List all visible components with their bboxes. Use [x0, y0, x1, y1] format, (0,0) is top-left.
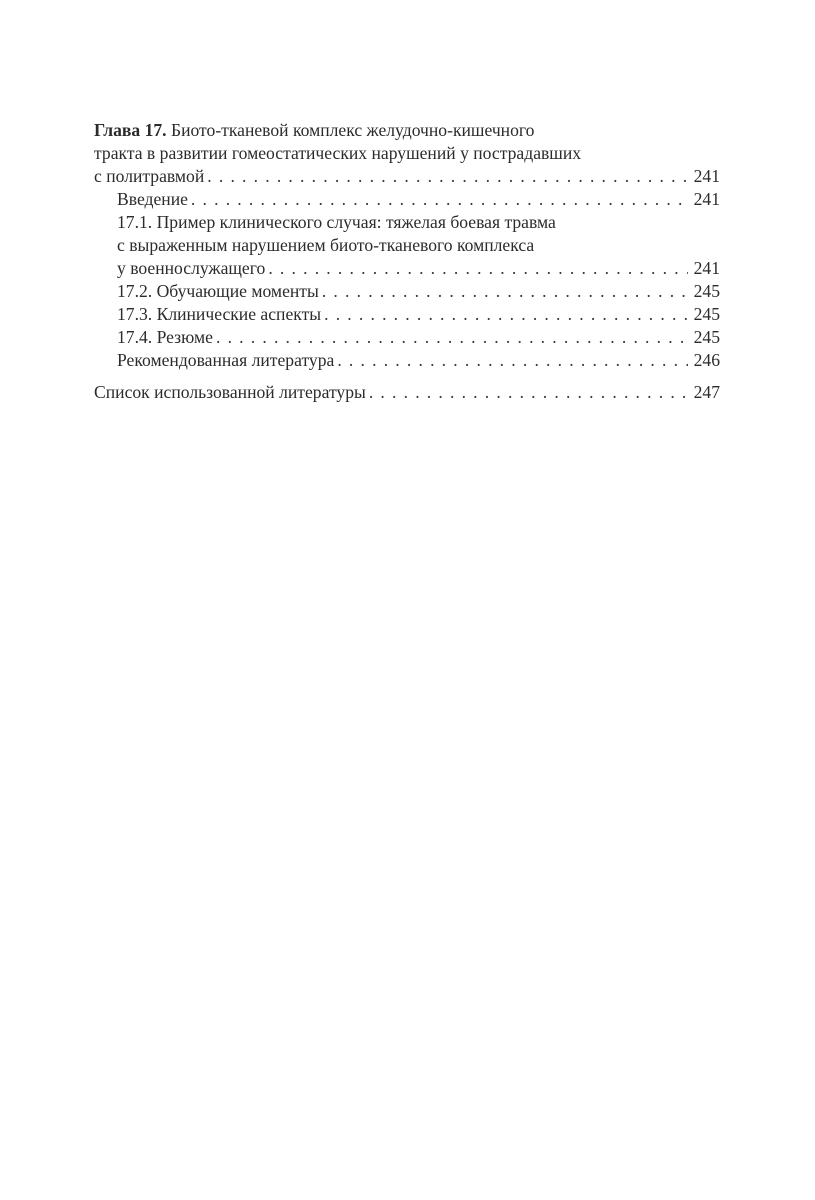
- entry-title-line-2: с выраженным нарушением биото-тканевого комплекса: [117, 235, 535, 255]
- toc-entry-17-3[interactable]: [94, 303, 720, 326]
- page-number: 241: [693, 258, 720, 278]
- entry-title: 17.4. Резюме: [117, 327, 213, 347]
- chapter-title-part-3: с политравмой: [94, 166, 205, 186]
- toc-entry-17-4[interactable]: [94, 326, 720, 349]
- toc-row-17-4: [117, 326, 720, 349]
- dot-leader: [191, 188, 688, 211]
- page-number: 241: [693, 166, 720, 186]
- page-number: 245: [693, 327, 720, 347]
- page-number: 245: [693, 281, 720, 301]
- toc-row-17-1: [117, 257, 720, 280]
- page-number: 241: [693, 189, 720, 209]
- toc-entry-17-1[interactable]: [94, 211, 720, 280]
- table-of-contents: [94, 119, 720, 404]
- dot-leader: [207, 165, 687, 188]
- page-number: 245: [693, 304, 720, 324]
- page-number: 246: [693, 350, 720, 370]
- chapter-title-part-2: тракта в развитии гомеостатических нарушений у пострадавших: [94, 143, 582, 163]
- toc-entry-17-2[interactable]: [94, 280, 720, 303]
- page-number: 247: [693, 382, 720, 402]
- toc-row-references: [94, 381, 720, 404]
- entry-title: Список использованной литературы: [94, 382, 366, 402]
- dot-leader: [324, 303, 688, 326]
- dot-leader: [369, 381, 688, 404]
- dot-leader: [216, 326, 688, 349]
- toc-row-recommended-literature: [117, 349, 720, 372]
- toc-row-17-2: [117, 280, 720, 303]
- chapter-label: Глава 17.: [94, 120, 167, 140]
- entry-title-line-3: у военнослужащего: [117, 258, 266, 278]
- toc-chapter-title-line-1: [94, 119, 720, 142]
- entry-title: 17.3. Клинические аспекты: [117, 304, 322, 324]
- toc-row-intro: [117, 188, 720, 211]
- dot-leader: [322, 280, 688, 303]
- dot-leader: [268, 257, 687, 280]
- toc-row-17-3: [117, 303, 720, 326]
- entry-title-line-1: 17.1. Пример клинического случая: тяжелая боевая травма: [117, 212, 556, 232]
- entry-title: 17.2. Обучающие моменты: [117, 281, 319, 301]
- toc-entry-recommended-literature[interactable]: [94, 349, 720, 372]
- chapter-title-part-1: Биото-тканевой комплекс желудочно-кишечного: [166, 120, 535, 140]
- toc-entry-chapter-17[interactable]: [94, 119, 720, 188]
- toc-row-chapter-17: [94, 165, 720, 188]
- toc-entry-intro[interactable]: [94, 188, 720, 211]
- dot-leader: [337, 349, 687, 372]
- toc-entry-references[interactable]: [94, 381, 720, 404]
- entry-title: Введение: [117, 189, 188, 209]
- entry-title: Рекомендованная литература: [117, 350, 335, 370]
